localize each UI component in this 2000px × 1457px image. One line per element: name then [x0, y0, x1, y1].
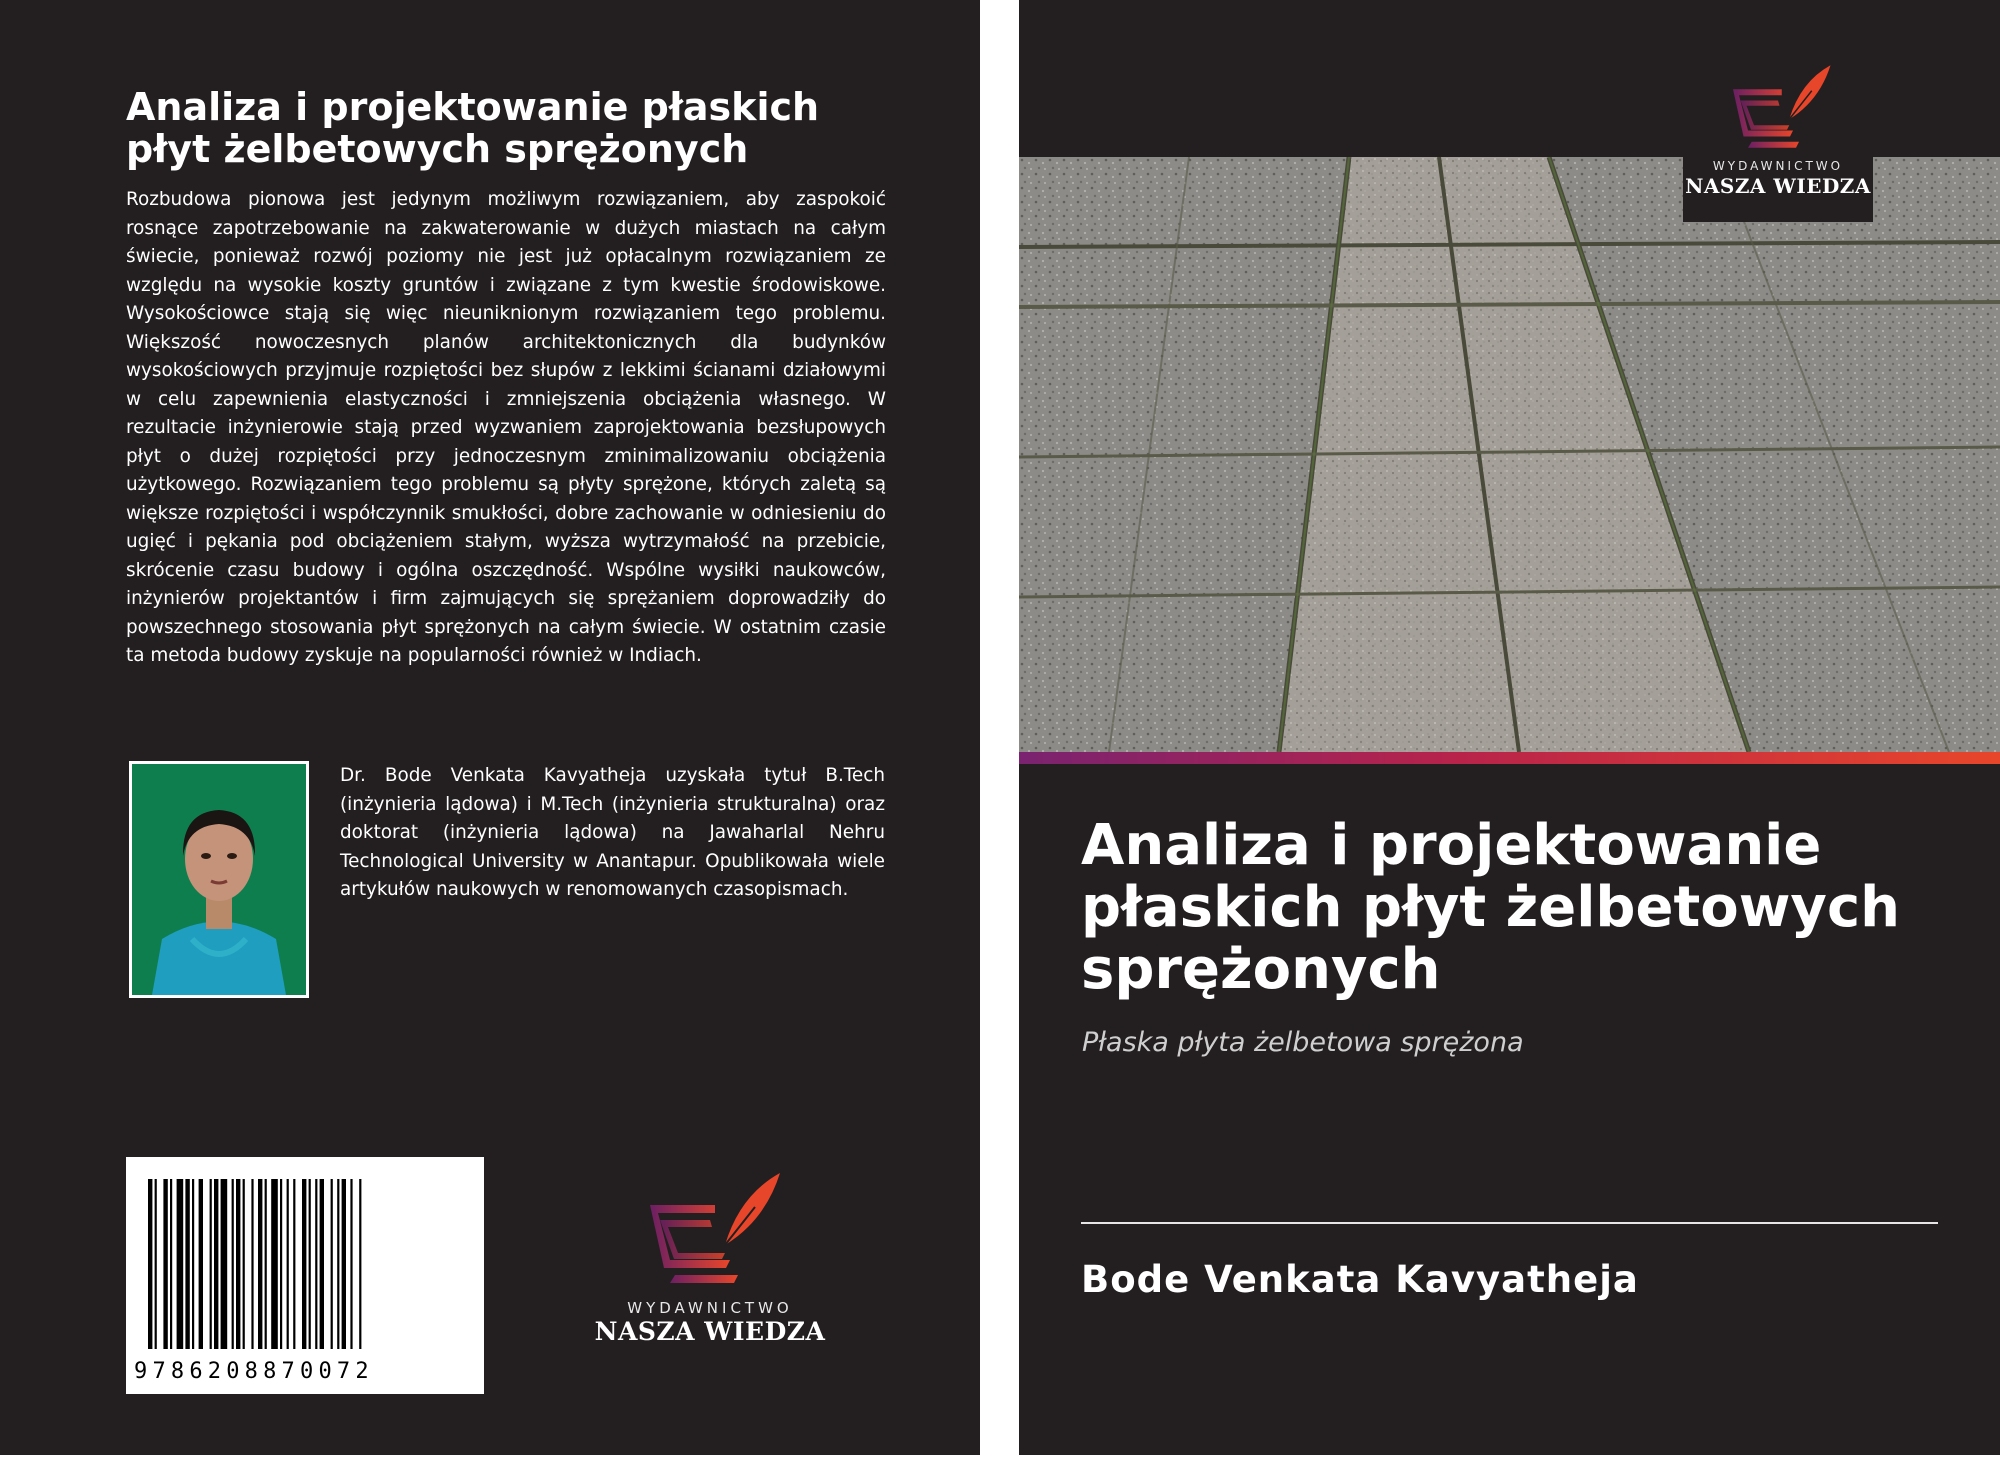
publisher-logo-back	[585, 1165, 835, 1347]
barcode-bar	[170, 1179, 172, 1349]
back-cover-blurb: Rozbudowa pionowa jest jedynym możliwym rozwiązaniem, aby zaspokoić rosnące zapotrzebowanie na zakwaterowanie w dużych miastach na całym świecie, ponieważ rozwój poziomy nie jest już opłacalnym rozwiązaniem ze względu na wysokie koszty gruntów i związane z tym kwestie środowiskowe. Wysokościowce stają się więc nieuniknionym rozwiązaniem tego problemu. Większość nowoczesnych planów architektonicznych dla budynków wysokościowych przyjmuje rozpiętości bez słupów z lekkimi ścianami działowymi w celu zapewnienia elastyczności i zmniejszenia obciążenia własnego. W rezultacie inżynierowie stają przed wyzwaniem zaprojektowania bezsłupowych płyt o dużej rozpiętości przy jednoczesnym zminimalizowaniu obciążenia użytkowego. Rozwiązaniem tego problemu są płyty sprężone, których zaletą są większe rozpiętości i współczynnik smukłości, dobre zachowanie w odniesieniu do ugięć i pękania pod obciążeniem stałym, wyższa wytrzymałość na przebicie, skrócenie czasu budowy i ogólna oszczędność. Wspólne wysiłki naukowców, inżynierów projektantów i firm zajmujących się sprężaniem doprowadziły do powszechnego stosowania płyt sprężonych na całym świecie. W ostatnim czasie ta metoda budowy zyskuje na popularności również w Indiach.	[126, 189, 886, 666]
barcode-bars	[126, 1157, 484, 1357]
publisher-line2: NASZA WIEDZA	[1685, 174, 1871, 198]
publisher-logo-front	[1683, 58, 1873, 222]
author-photo	[129, 761, 309, 998]
barcode-bar	[210, 1179, 212, 1349]
barcode-bar	[350, 1179, 352, 1349]
barcode-bar	[293, 1179, 295, 1349]
cover-photo-paving	[1019, 157, 2000, 752]
barcode-bar	[320, 1179, 324, 1349]
barcode-bar	[243, 1179, 245, 1349]
back-cover-title: Analiza i projektowanie płaskich płyt żelbetowych sprężonych	[126, 85, 820, 171]
barcode-bar	[251, 1179, 253, 1349]
barcode-bar	[331, 1179, 333, 1349]
barcode-bar	[287, 1179, 289, 1349]
accent-stripe	[1019, 752, 2000, 764]
front-cover-title: Analiza i projektowanie płaskich płyt żelbetowych sprężonych	[1081, 813, 1900, 1002]
barcode-bar	[155, 1179, 157, 1349]
barcode-bar	[185, 1179, 189, 1349]
author-bio: Dr. Bode Venkata Kavyatheja uzyskała tytuł B.Tech (inżynieria lądowa) i M.Tech (inżynieria strukturalna) oraz doktorat (inżynieria lądowa) na Jawaharlal Nehru Technological University w Anantapur. Opublikowała wiele artykułów naukowych w renomowanych czasopismach.	[340, 765, 885, 900]
barcode-bar	[309, 1179, 311, 1349]
front-cover	[1019, 0, 2000, 1455]
barcode-bar	[342, 1179, 346, 1349]
book-quill-icon	[630, 1165, 790, 1295]
barcode-bar	[315, 1179, 317, 1349]
barcode-bar	[199, 1179, 203, 1349]
publisher-line1: WYDAWNICTWO	[1712, 159, 1844, 173]
barcode-bar	[236, 1179, 240, 1349]
barcode-bar	[232, 1179, 234, 1349]
barcode-bar	[192, 1179, 194, 1349]
back-cover	[0, 0, 980, 1455]
publisher-line2: NASZA WIEDZA	[594, 1317, 826, 1346]
barcode-bar	[265, 1179, 267, 1349]
barcode-bar	[359, 1179, 361, 1349]
barcode-bar	[302, 1179, 306, 1349]
barcode-bar	[148, 1179, 152, 1349]
barcode-bar	[221, 1179, 228, 1349]
barcode-bar	[258, 1179, 262, 1349]
barcode-bar	[177, 1179, 184, 1349]
barcode-bar	[271, 1179, 278, 1349]
barcode-bar	[280, 1179, 282, 1349]
publisher-line1: WYDAWNICTWO	[627, 1299, 793, 1317]
divider	[1081, 1222, 1938, 1224]
book-quill-icon	[1718, 58, 1838, 158]
front-cover-subtitle: Płaska płyta żelbetowa sprężona	[1082, 1027, 1524, 1058]
barcode-bar	[163, 1179, 167, 1349]
barcode-bar	[214, 1179, 218, 1349]
barcode-bar	[337, 1179, 339, 1349]
isbn-barcode	[126, 1157, 484, 1394]
isbn-number: 9786208870072	[134, 1359, 374, 1384]
front-cover-author: Bode Venkata Kavyatheja	[1081, 1258, 1639, 1301]
